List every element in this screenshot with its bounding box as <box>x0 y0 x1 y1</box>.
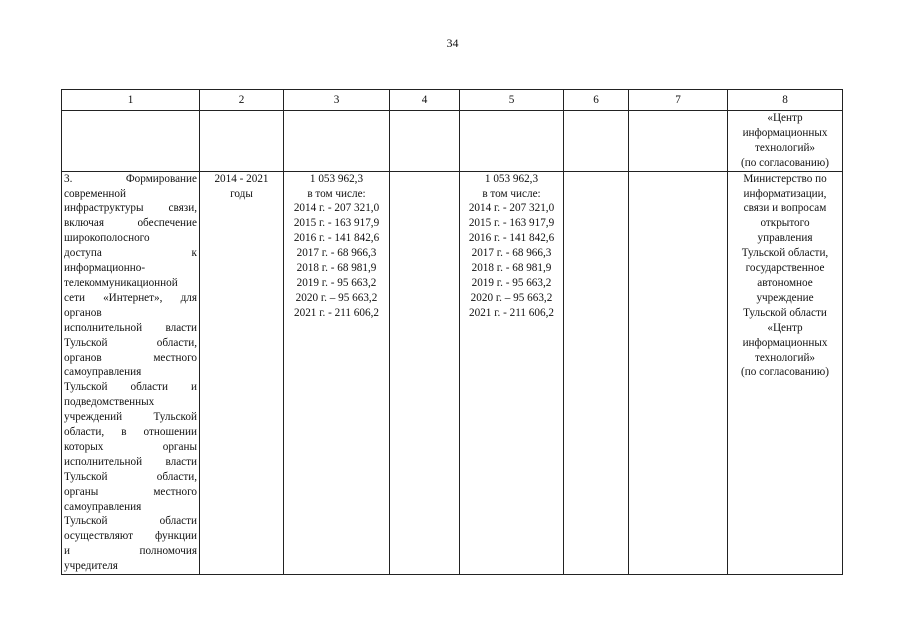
cell-line: самоуправления <box>64 500 142 513</box>
cell-line: органы местного <box>64 485 197 498</box>
cell-line: 2014 - 2021 <box>214 172 269 185</box>
cell-line: «Центр <box>767 112 803 124</box>
column-header: 4 <box>390 90 460 111</box>
cell-line: Министерство по <box>743 172 827 185</box>
cell-line: в том числе: <box>307 187 366 200</box>
table-row <box>62 171 843 574</box>
table-cell <box>564 171 629 574</box>
column-header: 7 <box>629 90 728 111</box>
cell-line: информатизации, <box>743 187 827 200</box>
cell-line: 2016 г. - 141 842,6 <box>293 232 380 245</box>
measure-description-cell <box>62 171 200 574</box>
cell-line: информационных <box>742 336 828 349</box>
cell-line: 2017 г. - 68 966,3 <box>296 247 377 260</box>
cell-line: технологий» <box>754 141 816 154</box>
cell-line: учредителя <box>64 560 118 573</box>
column-header: 2 <box>200 90 284 111</box>
cell-line: 2017 г. - 68 966,3 <box>471 247 552 260</box>
cell-line: области, в отношении <box>64 426 197 439</box>
cell-line: телекоммуникационной <box>64 276 178 289</box>
cell-line: исполнительной власти <box>64 455 197 468</box>
cell-line: 2014 г. - 207 321,0 <box>293 202 380 215</box>
column-header: 3 <box>284 90 390 111</box>
cell-line: Тульской области, <box>741 247 829 260</box>
column-number-row <box>62 90 843 111</box>
column-header: 1 <box>62 90 200 111</box>
cell-line: связи и вопросам <box>743 202 827 215</box>
cell-line: 2015 г. - 163 917,9 <box>468 217 555 230</box>
cell-line: 2018 г. - 68 981,9 <box>471 262 552 275</box>
table-cell <box>390 111 460 172</box>
executor-cell <box>728 111 843 172</box>
executor-cell <box>728 171 843 574</box>
cell-line: открытого <box>760 217 810 230</box>
cell-line: информационно- <box>64 262 146 275</box>
cell-line: управления <box>757 232 813 245</box>
table-cell <box>62 111 200 172</box>
cell-line: 2018 г. - 68 981,9 <box>296 262 377 275</box>
cell-line: информационных <box>742 126 828 139</box>
cell-line: 2014 г. - 207 321,0 <box>468 202 555 215</box>
page-number: 34 <box>446 36 459 50</box>
column-header: 5 <box>460 90 564 111</box>
funding-total-cell <box>284 171 390 574</box>
cell-line: Тульской области, <box>64 470 197 483</box>
cell-line: 2015 г. - 163 917,9 <box>293 217 380 230</box>
table-cell <box>460 111 564 172</box>
cell-line: сети «Интернет», для <box>64 291 197 304</box>
cell-line: в том числе: <box>482 187 541 200</box>
column-header: 8 <box>728 90 843 111</box>
cell-line: подведомственных <box>64 396 155 409</box>
cell-line: Тульской области <box>64 515 197 528</box>
cell-line: Тульской области и <box>64 381 197 394</box>
cell-line: исполнительной власти <box>64 321 197 334</box>
cell-line: и полномочия <box>64 545 197 558</box>
column-header: 6 <box>564 90 629 111</box>
cell-line: «Центр <box>767 321 803 334</box>
funding-regional-cell <box>460 171 564 574</box>
cell-line: самоуправления <box>64 366 142 379</box>
table-cell <box>200 111 284 172</box>
cell-line: включая обеспечение <box>64 217 197 230</box>
cell-line: годы <box>230 187 253 200</box>
table-cell <box>629 111 728 172</box>
cell-line: Тульской области, <box>64 336 197 349</box>
cell-line: 2019 г. - 95 663,2 <box>296 276 377 289</box>
cell-line: учреждений Тульской <box>64 411 197 424</box>
table-cell <box>390 171 460 574</box>
table-cell <box>564 111 629 172</box>
cell-line: 3. Формирование <box>64 172 197 185</box>
cell-line: доступа к <box>64 247 197 260</box>
cell-line: инфраструктуры связи, <box>64 202 197 215</box>
cell-line: (по согласованию) <box>741 366 829 379</box>
cell-line: государственное <box>745 262 825 275</box>
cell-line: органов <box>64 306 102 319</box>
cell-line: современной <box>64 187 127 200</box>
cell-line: осуществляют функции <box>64 530 197 543</box>
cell-line: 2016 г. - 141 842,6 <box>468 232 555 245</box>
cell-line: технологий» <box>754 351 816 364</box>
continuation-row <box>62 111 843 172</box>
cell-line: (по согласованию) <box>741 156 829 169</box>
cell-line: 1 053 962,3 <box>484 172 539 185</box>
cell-line: автономное <box>757 276 813 289</box>
program-table <box>61 89 843 575</box>
cell-line: 2020 г. – 95 663,2 <box>295 291 378 304</box>
cell-line: Тульской области <box>743 306 827 319</box>
cell-line: 2021 г. - 211 606,2 <box>294 306 379 319</box>
cell-line: широкополосного <box>64 232 150 245</box>
cell-line: 1 053 962,3 <box>309 172 364 185</box>
cell-line: 2020 г. – 95 663,2 <box>470 291 553 304</box>
cell-line: 2021 г. - 211 606,2 <box>469 306 554 319</box>
period-cell <box>200 171 284 574</box>
table-cell <box>284 111 390 172</box>
cell-line: 2019 г. - 95 663,2 <box>471 276 552 289</box>
cell-line: органов местного <box>64 351 197 364</box>
cell-line: которых органы <box>64 440 197 453</box>
cell-line: учреждение <box>756 291 814 304</box>
table-cell <box>629 171 728 574</box>
